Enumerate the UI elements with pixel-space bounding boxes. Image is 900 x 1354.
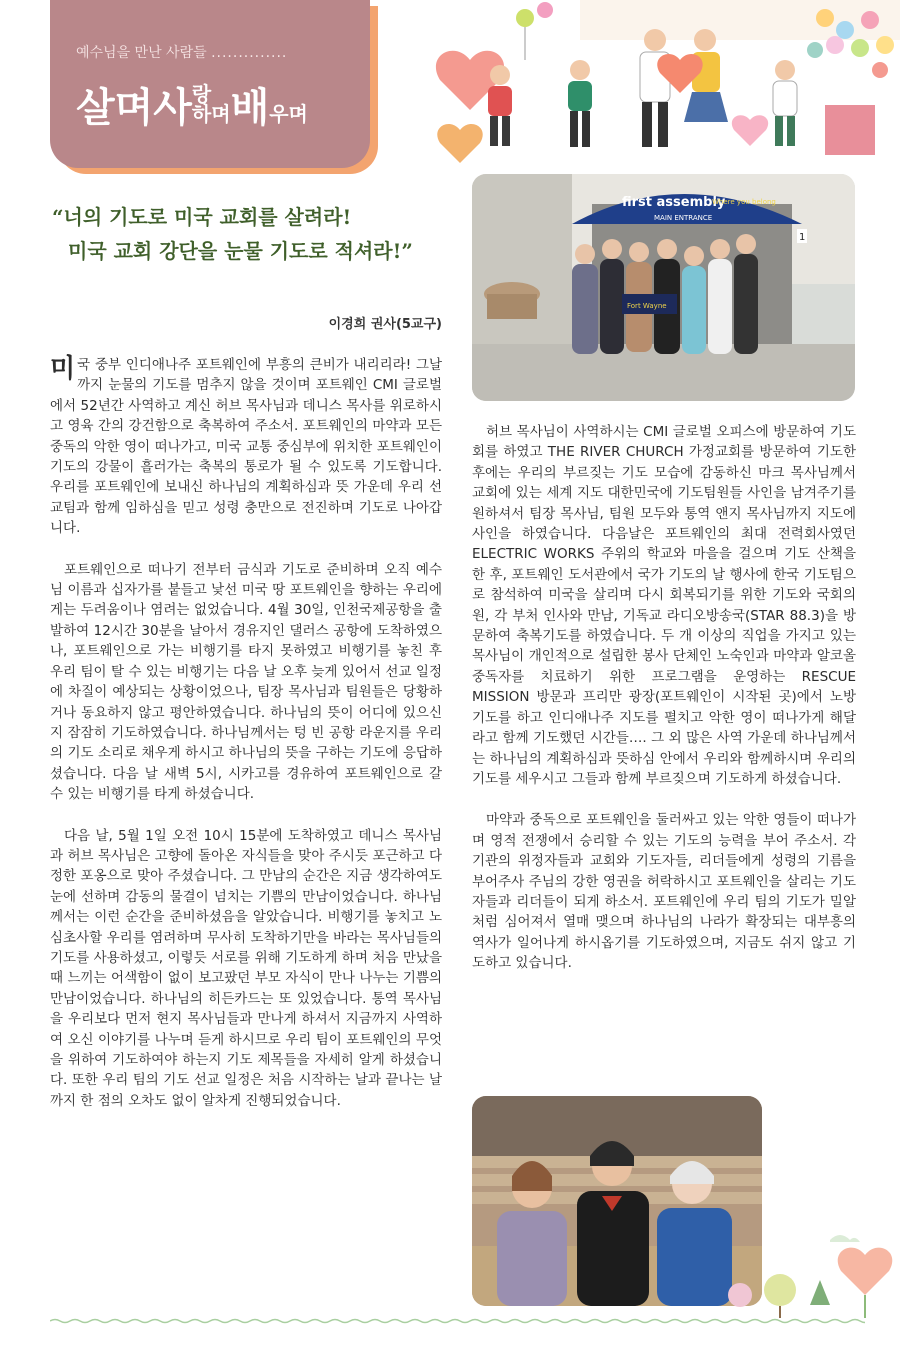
trees-hearts-decoration [640,1220,900,1320]
headline-quote [52,200,452,268]
banner-title-part4: 배 [230,85,270,131]
banner-title-part3-down: 하며 [191,102,231,126]
drop-cap: 미 [50,354,76,384]
paragraph: 마약과 중독으로 포트웨인을 둘러싸고 있는 악한 영들이 떠나가며 영적 전쟁에서 승리할 수 있는 기도의 능력을 부어 주소서. 각 기관의 위정자들과 교회와 기도자들, 리더들에게 성령의 기름을 부어주사 주님의 강한 영권을 허락하시고 포트웨인을 살리는 기도자들과 리더들이 되게 하소서. 포트웨인에 우리 팀의 기도가 밀알처럼 심어져서 열매 맺으며 하나님의 나라가 확장되는 대부흥의 역사가 일어나게 하시옵기를 기도하였으며, 지금도 쉬지 않고 기도하고 있습니다. [472,812,856,972]
header-banner [50,0,370,168]
banner-title-part2: 사 [153,85,192,131]
quote-line2: 미국 교회 강단을 눈물 기도로 적셔라!” [68,239,413,263]
paragraph: 포트웨인으로 떠나기 전부터 금식과 기도로 준비하며 오직 예수님 이름과 십자가를 붙들고 낯선 미국 땅 포트웨인을 향하는 우리에게는 두려움이나 염려는 없었습니다. 4월 30일, 인천국제공항을 출발하여 12시간 30분을 날아서 경유지인 댈러스 공항에 도착하였으나, 포트웨인으로 가는 비행기를 타지 못하였고 비행기를 놓친 후 우리 팀이 탈 수 있는 비행기는 다음 날 오후 늦게 있어서 선교 일정에 차질이 예상되는 상황이었으나, 팀장 목사님과 팀원들은 당황하거나 동요하지 않고 평안하였습니다. 하나님의 뜻이 어디에 있으신지 잠잠히 기도하였습니다. 하나님께서는 텅 빈 공항 라운지를 우리의 기도 소리로 채우게 하시고 하나님의 뜻을 구하는 기도에 응답하셨습니다. 다음 날 새벽 5시, 시카고를 경유하여 포트웨인으로 갈 수 있는 비행기를 타게 하셨습니다. [50,561,442,803]
heart-icon [437,124,482,163]
section-label-dots: .............. [211,45,288,61]
tree-icon [764,1274,796,1306]
tree-icon [810,1280,830,1305]
section-label [76,42,287,62]
article-left-column [50,355,442,1132]
banner-title-part5: 우며 [269,102,308,126]
article-right-column [472,422,856,995]
canopy-brand-text: first assembly [622,195,726,210]
footer-divider [50,1318,865,1324]
canopy-tag-text: Where you belong [712,198,776,206]
section-label-text: 예수님을 만난 사람들 [76,45,207,61]
banner-title [76,76,308,133]
paragraph [50,355,442,539]
quote-line1: “너의 기도로 미국 교회를 살려라! [52,205,352,229]
paragraph: 허브 목사님이 사역하시는 CMI 글로벌 오피스에 방문하여 기도회를 하였고 THE RIVER CHURCH 가정교회를 방문하여 기도한 후에는 우리의 부르짖는 기도 모습에 감동하신 마크 목사님께서 교회에 있는 세계 지도 대한민국에 기도팀원들 사인을 남겨주기를 원하셔서 팀장 목사님, 팀원 모두와 통역 앤지 목사님까지 지도에 사인을 하였습니다. 다음날은 포트웨인의 최대 전력회사였던 ELECTRIC WORKS 주위의 학교와 마을을 걸으며 기도 산책을 한 후, 포트웨인 도서관에서 국가 기도의 날 행사에 한국 기도팀으로 참석하여 미국을 살리며 다시 회복되기를 위한 기도와 국회의원, 각 부처 인사와 만남, 기독교 라디오방송국(STAR 88.3)을 방문하여 축복기도를 하였습니다. 두 개 이상의 직업을 가지고 있는 목사님이 개인적으로 설립한 봉사 단체인 노숙인과 마약과 알코올 중독자를 치료하기 위한 프로그램을 운영하는 RESCUE MISSION 방문과 프리만 광장(포트웨인이 시작된 곳)에서 노방 기도를 하고 인디애나주 지도를 펼치고 악한 영이 떠나가게 해달라고 함께 기도했던 시간들…. 그 외 많은 사역 가운데 하나님께서는 하나님의 계획하심과 뜻하심 안에서 우리와 함께하시며 우리의 기도를 세우시고 그들과 함께 부르짖으며 기도하게 하셨습니다. [472,424,856,787]
door-number-text: 1 [799,232,806,243]
banner-title-stack2 [269,104,308,124]
paragraph: 다음 날, 5월 1일 오전 10시 15분에 도착하였고 데니스 목사님과 허브 목사님은 고향에 돌아온 자식들을 맞아 주시듯 포근하고 다정한 포옹으로 맞아 주셨습니다. 그 만남의 순간은 지금 생각하여도 눈에 선하며 감동의 물결이 넘치는 기쁨의 만남이었습니다. 하나님께서는 이런 순간을 준비하셨음을 알았습니다. 비행기를 놓치고 노심초사할 우리를 염려하며 무사히 도착하기만을 바라는 목사님들의 기도를 사용하셨고, 이렇듯 서로를 위해 기도하게 하며 처음 만났을 때 느끼는 어색함이 없이 보고팠던 부모 자식이 만나 나누는 기쁨의 만남이었습니다. 하나님의 히든카드는 또 있었습니다. 통역 목사님을 우리보다 먼저 현지 목사님들과 만나게 하셔서 지금까지 사역하여 오신 이야기를 나누며 듣게 하시므로 우리 팀이 포트웨인의 무엇을 위하여 기도하여야 하는지 기도 제목들을 자세히 알게 하셨습니다. 또한 우리 팀의 기도 선교 일정은 처음 시작하는 날과 끝나는 날까지 한 점의 오차도 없이 알차게 진행되었습니다. [50,827,442,1109]
entrance-sign-text: MAIN ENTRANCE [654,214,713,222]
author-byline: 이경희 권사(5교구) [328,317,442,332]
paragraph-text: 국 중부 인디애나주 포트웨인에 부흥의 큰비가 내리리라! 그날까지 눈물의 기도를 멈추지 않을 것이며 포트웨인 CMI 글로벌에서 52년간 사역하고 계신 허브 목사님과 데니스 목사를 위로하시고 영육 간의 강건함으로 축복하여 주소서. 포트웨인의 마약과 모든 중독의 악한 영이 떠나가고, 미국 교통 중심부에 위치한 포트웨인이 기도의 강물이 흘러가는 축복의 통로가 될 수 있도록 기도합니다. 우리를 포트웨인에 보내신 하나님의 계획하심과 뜻 가운데 우리 선교팀과 함께 임하심을 믿고 성령 충만으로 전진하며 기도로 나아갑니다. [50,357,442,537]
group-photo-church-entrance [472,174,855,401]
people-hearts-illustration [430,0,900,168]
heart-icon [838,1248,893,1295]
banner-title-part1: 살며 [76,85,154,131]
group-banner-text: Fort Wayne [627,302,667,310]
heart-icon [732,115,768,146]
banner-title-part3-up: 랑 [191,82,212,106]
